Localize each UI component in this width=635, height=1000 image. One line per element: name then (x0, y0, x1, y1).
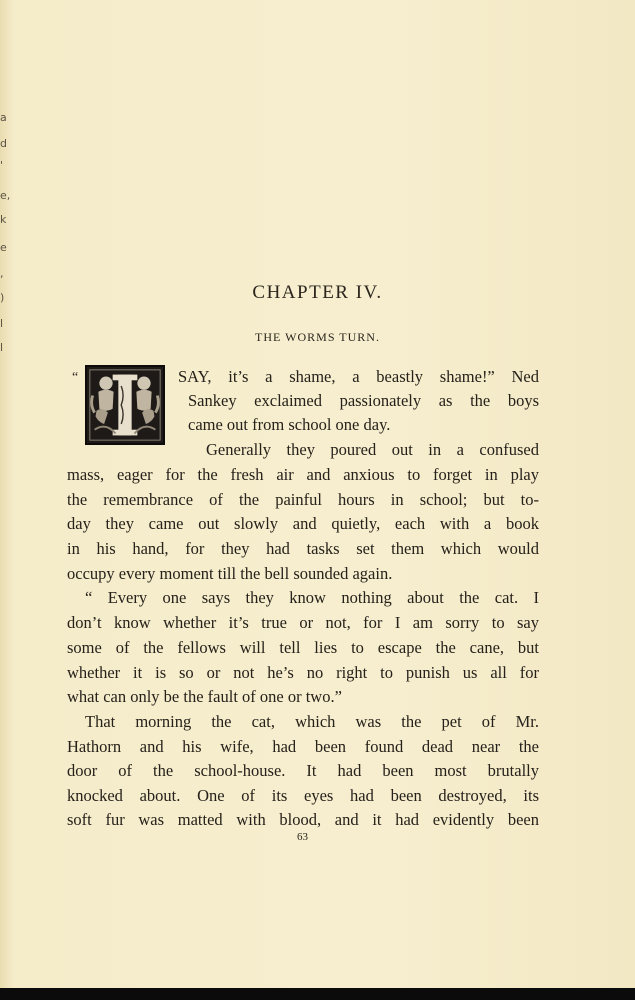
illuminated-drop-cap (85, 365, 165, 445)
margin-bleed-char: ' (0, 159, 4, 172)
opening-quote-mark: “ (72, 370, 79, 385)
text-line: came out from school one day. (188, 415, 391, 434)
text-line: in his hand, for they had tasks set them which would (67, 539, 539, 558)
text-line: Generally they poured out in a confused (206, 440, 539, 459)
page-number: 63 (297, 831, 308, 843)
drop-cap-illustration-icon (87, 367, 163, 443)
margin-bleed-char: ) (0, 291, 5, 304)
text-line: SAY, it’s a shame, a beastly shame!” Ned (178, 367, 539, 386)
margin-bleed-char: d (0, 137, 7, 150)
margin-bleed-char: a (0, 111, 7, 124)
text-line: “ Every one says they know nothing about the cat. I (85, 588, 539, 607)
text-line: some of the fellows will tell lies to escape the cane, but (67, 638, 539, 657)
text-line: the remembrance of the painful hours in school; but to- (67, 490, 539, 509)
text-line: day they came out slowly and quietly, each with a book (67, 514, 539, 533)
text-line: Hathorn and his wife, had been found dead near the (67, 737, 539, 756)
text-line: whether it is so or not he’s no right to punish us all for (67, 663, 539, 682)
margin-bleed-char: , (0, 267, 4, 280)
text-line: door of the school-house. It had been most brutally (67, 761, 539, 780)
text-line: Sankey exclaimed passionately as the boys (188, 391, 539, 410)
text-line: occupy every moment till the bell sounded again. (67, 564, 393, 583)
text-line: soft fur was matted with blood, and it had evidently been (67, 810, 539, 829)
text-line: mass, eager for the fresh air and anxious to forget in play (67, 465, 539, 484)
margin-bleed-char: e (0, 241, 7, 254)
chapter-subtitle: THE WORMS TURN. (255, 330, 380, 344)
margin-bleed-char: l (0, 341, 4, 354)
text-line: don’t know whether it’s true or not, for I am sorry to say (67, 613, 539, 632)
margin-bleed-char: k (0, 213, 7, 226)
margin-bleed-char: l (0, 317, 4, 330)
text-line: knocked about. One of its eyes had been destroyed, its (67, 786, 539, 805)
scan-bottom-edge (0, 988, 635, 1000)
chapter-title: CHAPTER IV. (252, 282, 383, 303)
text-line: what can only be the fault of one or two.” (67, 687, 342, 706)
text-line: That morning the cat, which was the pet of Mr. (85, 712, 539, 731)
margin-bleed-char: e, (0, 189, 11, 202)
